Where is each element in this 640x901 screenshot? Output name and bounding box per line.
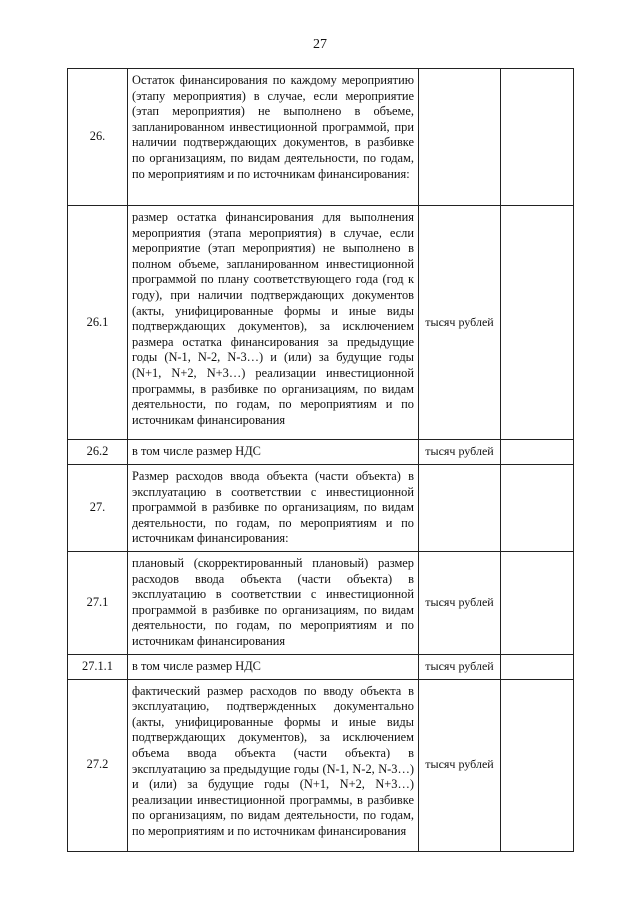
table-row (68, 465, 574, 552)
row-description: Остаток финансирования по каждому мероприятию (этапу мероприятия) в случае, если мероприятие (этап мероприятия) не выполнено в объеме, запланированном инвестиционной программой, при наличии подтверждающих документов, в разбивке по организациям, по видам деятельности, по годам, по мероприятиям и по источникам финансирования: (128, 69, 419, 206)
row-unit (419, 69, 501, 206)
table-row (68, 679, 574, 851)
table-row (68, 654, 574, 679)
row-description: фактический размер расходов по вводу объекта в эксплуатацию, подтвержденных документально (акты, унифицированные формы и иные виды подтверждающих документов), за исключением объема ввода объекта (части объекта) в эксплуатацию за предыдущие годы (N-1, N-2, N-3…) и (или) за будущие годы (N+1, N+2, N+3…) реализации инвестиционной программы, в разбивке по организациям, по видам деятельности, по годам, по мероприятиям и по источникам финансирования (128, 679, 419, 851)
table-row (68, 551, 574, 654)
table-row (68, 206, 574, 440)
row-description: в том числе размер НДС (128, 654, 419, 679)
row-unit (419, 465, 501, 552)
row-number: 27.1 (68, 551, 128, 654)
row-value-cell (501, 69, 574, 206)
table-row (68, 69, 574, 206)
row-unit: тысяч рублей (419, 551, 501, 654)
table-row (68, 440, 574, 465)
row-number: 27.1.1 (68, 654, 128, 679)
row-number: 27.2 (68, 679, 128, 851)
row-value-cell (501, 551, 574, 654)
row-value-cell (501, 679, 574, 851)
indicator-table (67, 68, 574, 852)
row-description: плановый (скорректированный плановый) размер расходов ввода объекта (части объекта) в эксплуатацию в соответствии с инвестиционной программой в разбивке по организациям, по видам деятельности, по годам, по мероприятиям и по источникам финансирования (128, 551, 419, 654)
row-number: 27. (68, 465, 128, 552)
row-number: 26.1 (68, 206, 128, 440)
row-value-cell (501, 465, 574, 552)
row-description: Размер расходов ввода объекта (части объекта) в эксплуатацию в соответствии с инвестиционной программой в разбивке по организациям, по видам деятельности, по годам, по мероприятиям и по источникам финансирования: (128, 465, 419, 552)
row-number: 26.2 (68, 440, 128, 465)
row-unit: тысяч рублей (419, 679, 501, 851)
row-value-cell (501, 206, 574, 440)
page-number: 27 (313, 37, 327, 52)
row-unit: тысяч рублей (419, 440, 501, 465)
row-value-cell (501, 654, 574, 679)
row-description: размер остатка финансирования для выполнения мероприятия (этапа мероприятия) в случае, если мероприятие (этап мероприятия) не выполнено в полном объеме, запланированном инвестиционной программой по плану соответствующего года (год к году), при наличии подтверждающих документов (акты, унифицированные формы и иные виды подтверждающих документов), за исключением размера остатка финансирования за предыдущие годы (N-1, N-2, N-3…) и (или) за будущие годы (N+1, N+2, N+3…) реализации инвестиционной программы, в разбивке по организациям, по видам деятельности, по годам, по мероприятиям и по источникам финансирования (128, 206, 419, 440)
row-description: в том числе размер НДС (128, 440, 419, 465)
row-number: 26. (68, 69, 128, 206)
row-unit: тысяч рублей (419, 206, 501, 440)
row-value-cell (501, 440, 574, 465)
row-unit: тысяч рублей (419, 654, 501, 679)
